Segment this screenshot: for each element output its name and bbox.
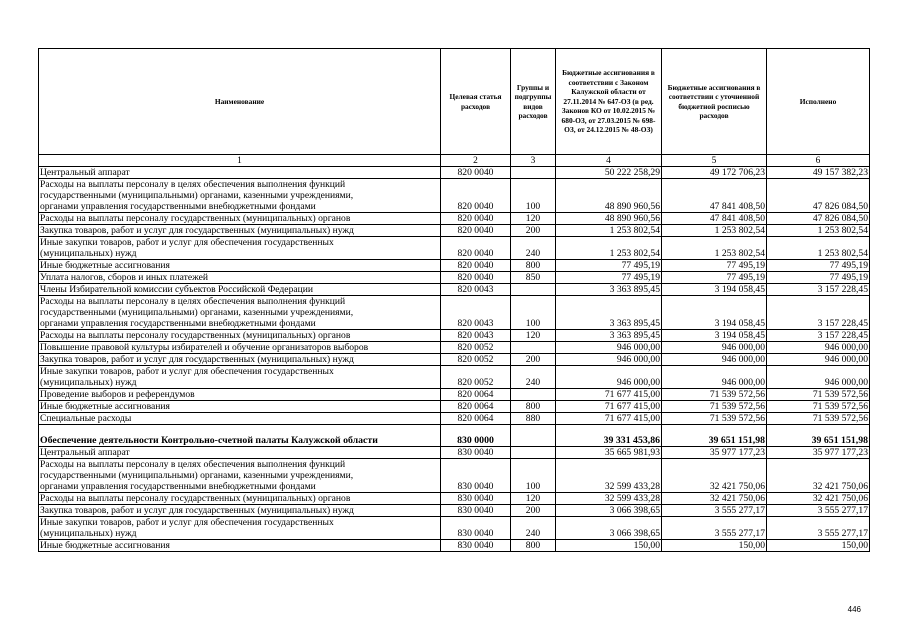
row-expense-group: 100 <box>511 296 556 330</box>
header-approved-budget: Бюджетные ассигнования в соответствии с Законом Калужской области от 27.11.2014 № 647-ОЗ (в ред. Законов КО от 10.02.2015 № 680-ОЗ, от 27.03.2015 № 698-ОЗ, от 24.12.2015 № 48-ОЗ) <box>556 49 662 155</box>
row-expense-group <box>511 425 556 447</box>
header-target-article: Целевая статья расходов <box>441 49 511 155</box>
row-name-line: Закупка товаров, работ и услуг для государственных (муниципальных) нужд <box>40 354 354 365</box>
row-executed: 77 495,19 <box>767 260 870 272</box>
table-row <box>39 540 870 552</box>
row-adjusted-budget: 35 977 177,23 <box>662 447 767 459</box>
row-name-line: Центральный аппарат <box>40 447 130 458</box>
row-target-article: 830 0040 <box>441 517 511 540</box>
row-executed: 71 539 572,56 <box>767 401 870 413</box>
row-executed: 71 539 572,56 <box>767 413 870 425</box>
row-adjusted-budget: 49 172 706,23 <box>662 167 767 179</box>
row-name-line: Расходы на выплаты персоналу государственных (муниципальных) органов <box>40 493 351 504</box>
row-name-line: Иные бюджетные ассигнования <box>40 401 170 412</box>
row-adjusted-budget: 32 421 750,06 <box>662 459 767 493</box>
row-expense-group: 800 <box>511 540 556 552</box>
row-executed: 35 977 177,23 <box>767 447 870 459</box>
row-approved-budget: 3 363 895,45 <box>556 284 662 296</box>
row-adjusted-budget: 47 841 408,50 <box>662 213 767 225</box>
row-name-line: Расходы на выплаты персоналу в целях обеспечения выполнения функций <box>40 296 346 307</box>
row-adjusted-budget: 71 539 572,56 <box>662 401 767 413</box>
table-row <box>39 366 870 389</box>
row-executed: 1 253 802,54 <box>767 237 870 260</box>
row-approved-budget: 3 363 895,45 <box>556 330 662 342</box>
row-target-article: 830 0040 <box>441 459 511 493</box>
row-approved-budget: 48 890 960,56 <box>556 179 662 213</box>
row-adjusted-budget: 3 194 058,45 <box>662 284 767 296</box>
row-name-line: Расходы на выплаты персоналу в целях обеспечения выполнения функций <box>40 179 346 190</box>
row-approved-budget: 1 253 802,54 <box>556 237 662 260</box>
row-target-article: 820 0040 <box>441 179 511 213</box>
row-adjusted-budget: 39 651 151,98 <box>662 425 767 447</box>
table-row <box>39 459 870 493</box>
row-adjusted-budget: 47 841 408,50 <box>662 179 767 213</box>
row-name <box>39 389 441 401</box>
row-expense-group: 200 <box>511 225 556 237</box>
row-approved-budget: 3 066 398,65 <box>556 505 662 517</box>
header-row <box>39 49 870 155</box>
row-name <box>39 179 441 213</box>
row-name-line: органами управления государственными внебюджетными фондами <box>40 481 316 492</box>
table-row <box>39 179 870 213</box>
row-approved-budget: 1 253 802,54 <box>556 225 662 237</box>
row-target-article: 830 0040 <box>441 540 511 552</box>
row-executed: 32 421 750,06 <box>767 493 870 505</box>
row-target-article: 820 0040 <box>441 260 511 272</box>
row-name-line: Расходы на выплаты персоналу в целях обеспечения выполнения функций <box>40 459 346 470</box>
column-number: 5 <box>662 155 767 167</box>
row-name-line: Иные закупки товаров, работ и услуг для обеспечения государственных <box>40 366 334 377</box>
row-expense-group <box>511 342 556 354</box>
row-target-article: 820 0052 <box>441 354 511 366</box>
column-number: 1 <box>39 155 441 167</box>
row-name-line: государственными (муниципальными) органами, казенными учреждениями, <box>40 307 354 318</box>
row-approved-budget: 48 890 960,56 <box>556 213 662 225</box>
row-approved-budget: 946 000,00 <box>556 354 662 366</box>
row-executed: 3 157 228,45 <box>767 330 870 342</box>
row-name <box>39 517 441 540</box>
row-name <box>39 284 441 296</box>
row-name-line: Специальные расходы <box>40 413 132 424</box>
header-executed: Исполнено <box>767 49 870 155</box>
table-row <box>39 225 870 237</box>
row-name <box>39 401 441 413</box>
table-row <box>39 342 870 354</box>
row-expense-group: 100 <box>511 459 556 493</box>
row-expense-group: 120 <box>511 330 556 342</box>
column-number: 3 <box>511 155 556 167</box>
row-expense-group: 120 <box>511 213 556 225</box>
row-target-article: 820 0040 <box>441 213 511 225</box>
budget-document <box>38 48 869 552</box>
row-expense-group: 120 <box>511 493 556 505</box>
row-adjusted-budget: 946 000,00 <box>662 342 767 354</box>
row-target-article: 820 0040 <box>441 237 511 260</box>
row-expense-group: 800 <box>511 401 556 413</box>
row-executed: 71 539 572,56 <box>767 389 870 401</box>
table-row <box>39 272 870 284</box>
table-row <box>39 493 870 505</box>
row-target-article: 820 0040 <box>441 272 511 284</box>
table-row <box>39 167 870 179</box>
row-approved-budget: 77 495,19 <box>556 272 662 284</box>
row-approved-budget: 32 599 433,28 <box>556 459 662 493</box>
row-adjusted-budget: 946 000,00 <box>662 366 767 389</box>
header-adjusted-budget: Бюджетные ассигнования в соответствии с уточненной бюджетной росписью расходов <box>662 49 767 155</box>
row-target-article: 820 0043 <box>441 330 511 342</box>
row-name-line: органами управления государственными внебюджетными фондами <box>40 201 316 212</box>
row-executed: 1 253 802,54 <box>767 225 870 237</box>
row-expense-group: 800 <box>511 260 556 272</box>
row-name-line: Члены Избирательной комиссии субъектов Российской Федерации <box>40 284 314 295</box>
table-row <box>39 425 870 447</box>
header-expense-group: Группы и подгруппы видов расходов <box>511 49 556 155</box>
row-executed: 946 000,00 <box>767 366 870 389</box>
row-name <box>39 366 441 389</box>
row-approved-budget: 50 222 258,29 <box>556 167 662 179</box>
row-adjusted-budget: 77 495,19 <box>662 272 767 284</box>
row-approved-budget: 71 677 415,00 <box>556 413 662 425</box>
row-name-line: Иные закупки товаров, работ и услуг для обеспечения государственных <box>40 237 334 248</box>
row-executed: 946 000,00 <box>767 354 870 366</box>
table-row <box>39 296 870 330</box>
row-approved-budget: 3 066 398,65 <box>556 517 662 540</box>
row-approved-budget: 35 665 981,93 <box>556 447 662 459</box>
row-executed: 3 555 277,17 <box>767 505 870 517</box>
row-executed: 47 826 084,50 <box>767 179 870 213</box>
row-name-line: Закупка товаров, работ и услуг для государственных (муниципальных) нужд <box>40 225 354 236</box>
row-expense-group <box>511 447 556 459</box>
row-name-line: Расходы на выплаты персоналу государственных (муниципальных) органов <box>40 330 351 341</box>
row-target-article: 820 0040 <box>441 225 511 237</box>
row-expense-group: 200 <box>511 505 556 517</box>
row-executed: 32 421 750,06 <box>767 459 870 493</box>
row-adjusted-budget: 150,00 <box>662 540 767 552</box>
row-executed: 49 157 382,23 <box>767 167 870 179</box>
row-target-article: 820 0064 <box>441 401 511 413</box>
row-adjusted-budget: 3 555 277,17 <box>662 517 767 540</box>
table-row <box>39 505 870 517</box>
row-executed: 77 495,19 <box>767 272 870 284</box>
row-name-line: (муниципальных) нужд <box>40 377 137 388</box>
row-executed: 946 000,00 <box>767 342 870 354</box>
row-name <box>39 540 441 552</box>
header-name: Наименование <box>39 49 441 155</box>
row-executed: 3 157 228,45 <box>767 296 870 330</box>
row-adjusted-budget: 77 495,19 <box>662 260 767 272</box>
row-target-article: 830 0040 <box>441 447 511 459</box>
row-adjusted-budget: 32 421 750,06 <box>662 493 767 505</box>
table-row <box>39 447 870 459</box>
row-target-article: 830 0040 <box>441 505 511 517</box>
table-row <box>39 237 870 260</box>
table-row <box>39 284 870 296</box>
row-target-article: 820 0040 <box>441 167 511 179</box>
row-name-line: Обеспечение деятельности Контрольно-счетной палаты Калужской области <box>40 435 378 446</box>
row-name <box>39 459 441 493</box>
row-adjusted-budget: 946 000,00 <box>662 354 767 366</box>
row-approved-budget: 71 677 415,00 <box>556 401 662 413</box>
table-row <box>39 354 870 366</box>
row-name <box>39 272 441 284</box>
row-name-line: (муниципальных) нужд <box>40 528 137 539</box>
row-name <box>39 493 441 505</box>
row-approved-budget: 946 000,00 <box>556 366 662 389</box>
row-executed: 150,00 <box>767 540 870 552</box>
page-number: 446 <box>847 605 861 614</box>
table-row <box>39 330 870 342</box>
row-name <box>39 354 441 366</box>
row-expense-group: 240 <box>511 237 556 260</box>
row-expense-group: 240 <box>511 366 556 389</box>
row-name-line: Проведение выборов и референдумов <box>40 389 195 400</box>
row-approved-budget: 946 000,00 <box>556 342 662 354</box>
row-target-article: 830 0040 <box>441 493 511 505</box>
row-name <box>39 425 441 447</box>
budget-table <box>38 48 870 552</box>
row-adjusted-budget: 3 194 058,45 <box>662 296 767 330</box>
row-name-line: (муниципальных) нужд <box>40 248 137 259</box>
row-name-line: Иные бюджетные ассигнования <box>40 540 170 551</box>
row-approved-budget: 150,00 <box>556 540 662 552</box>
row-adjusted-budget: 3 194 058,45 <box>662 330 767 342</box>
table-row <box>39 213 870 225</box>
row-name <box>39 237 441 260</box>
row-expense-group <box>511 284 556 296</box>
row-adjusted-budget: 3 555 277,17 <box>662 505 767 517</box>
row-name-line: Расходы на выплаты персоналу государственных (муниципальных) органов <box>40 213 351 224</box>
row-executed: 39 651 151,98 <box>767 425 870 447</box>
row-approved-budget: 77 495,19 <box>556 260 662 272</box>
row-name-line: Иные бюджетные ассигнования <box>40 260 170 271</box>
row-name-line: государственными (муниципальными) органами, казенными учреждениями, <box>40 190 354 201</box>
row-name-line: государственными (муниципальными) органами, казенными учреждениями, <box>40 470 354 481</box>
table-row <box>39 260 870 272</box>
row-name <box>39 330 441 342</box>
row-name-line: Центральный аппарат <box>40 167 130 178</box>
row-name <box>39 213 441 225</box>
row-name <box>39 447 441 459</box>
row-expense-group: 100 <box>511 179 556 213</box>
row-name <box>39 505 441 517</box>
row-expense-group: 240 <box>511 517 556 540</box>
row-name-line: Закупка товаров, работ и услуг для государственных (муниципальных) нужд <box>40 505 354 516</box>
row-name <box>39 296 441 330</box>
table-body <box>39 167 870 552</box>
row-expense-group <box>511 167 556 179</box>
table-row <box>39 413 870 425</box>
row-name-line: Уплата налогов, сборов и иных платежей <box>40 272 209 283</box>
row-target-article: 820 0064 <box>441 413 511 425</box>
row-name-line: органами управления государственными внебюджетными фондами <box>40 318 316 329</box>
row-executed: 3 157 228,45 <box>767 284 870 296</box>
row-name <box>39 225 441 237</box>
table-row <box>39 389 870 401</box>
row-target-article: 820 0064 <box>441 389 511 401</box>
row-executed: 47 826 084,50 <box>767 213 870 225</box>
row-approved-budget: 71 677 415,00 <box>556 389 662 401</box>
row-target-article: 830 0000 <box>441 425 511 447</box>
row-expense-group: 850 <box>511 272 556 284</box>
row-name <box>39 413 441 425</box>
row-executed: 3 555 277,17 <box>767 517 870 540</box>
row-adjusted-budget: 1 253 802,54 <box>662 225 767 237</box>
column-number: 6 <box>767 155 870 167</box>
row-expense-group: 880 <box>511 413 556 425</box>
row-expense-group: 200 <box>511 354 556 366</box>
column-number: 4 <box>556 155 662 167</box>
row-approved-budget: 32 599 433,28 <box>556 493 662 505</box>
row-adjusted-budget: 1 253 802,54 <box>662 237 767 260</box>
row-target-article: 820 0043 <box>441 296 511 330</box>
row-name-line: Повышение правовой культуры избирателей и обучение организаторов выборов <box>40 342 369 353</box>
column-number: 2 <box>441 155 511 167</box>
table-row <box>39 401 870 413</box>
row-name <box>39 260 441 272</box>
column-number-row <box>39 155 870 167</box>
table-row <box>39 517 870 540</box>
row-expense-group <box>511 389 556 401</box>
row-approved-budget: 3 363 895,45 <box>556 296 662 330</box>
row-name-line: Иные закупки товаров, работ и услуг для обеспечения государственных <box>40 517 334 528</box>
row-target-article: 820 0043 <box>441 284 511 296</box>
row-name <box>39 167 441 179</box>
row-approved-budget: 39 331 453,86 <box>556 425 662 447</box>
row-name <box>39 342 441 354</box>
row-adjusted-budget: 71 539 572,56 <box>662 389 767 401</box>
row-adjusted-budget: 71 539 572,56 <box>662 413 767 425</box>
row-target-article: 820 0052 <box>441 342 511 354</box>
row-target-article: 820 0052 <box>441 366 511 389</box>
